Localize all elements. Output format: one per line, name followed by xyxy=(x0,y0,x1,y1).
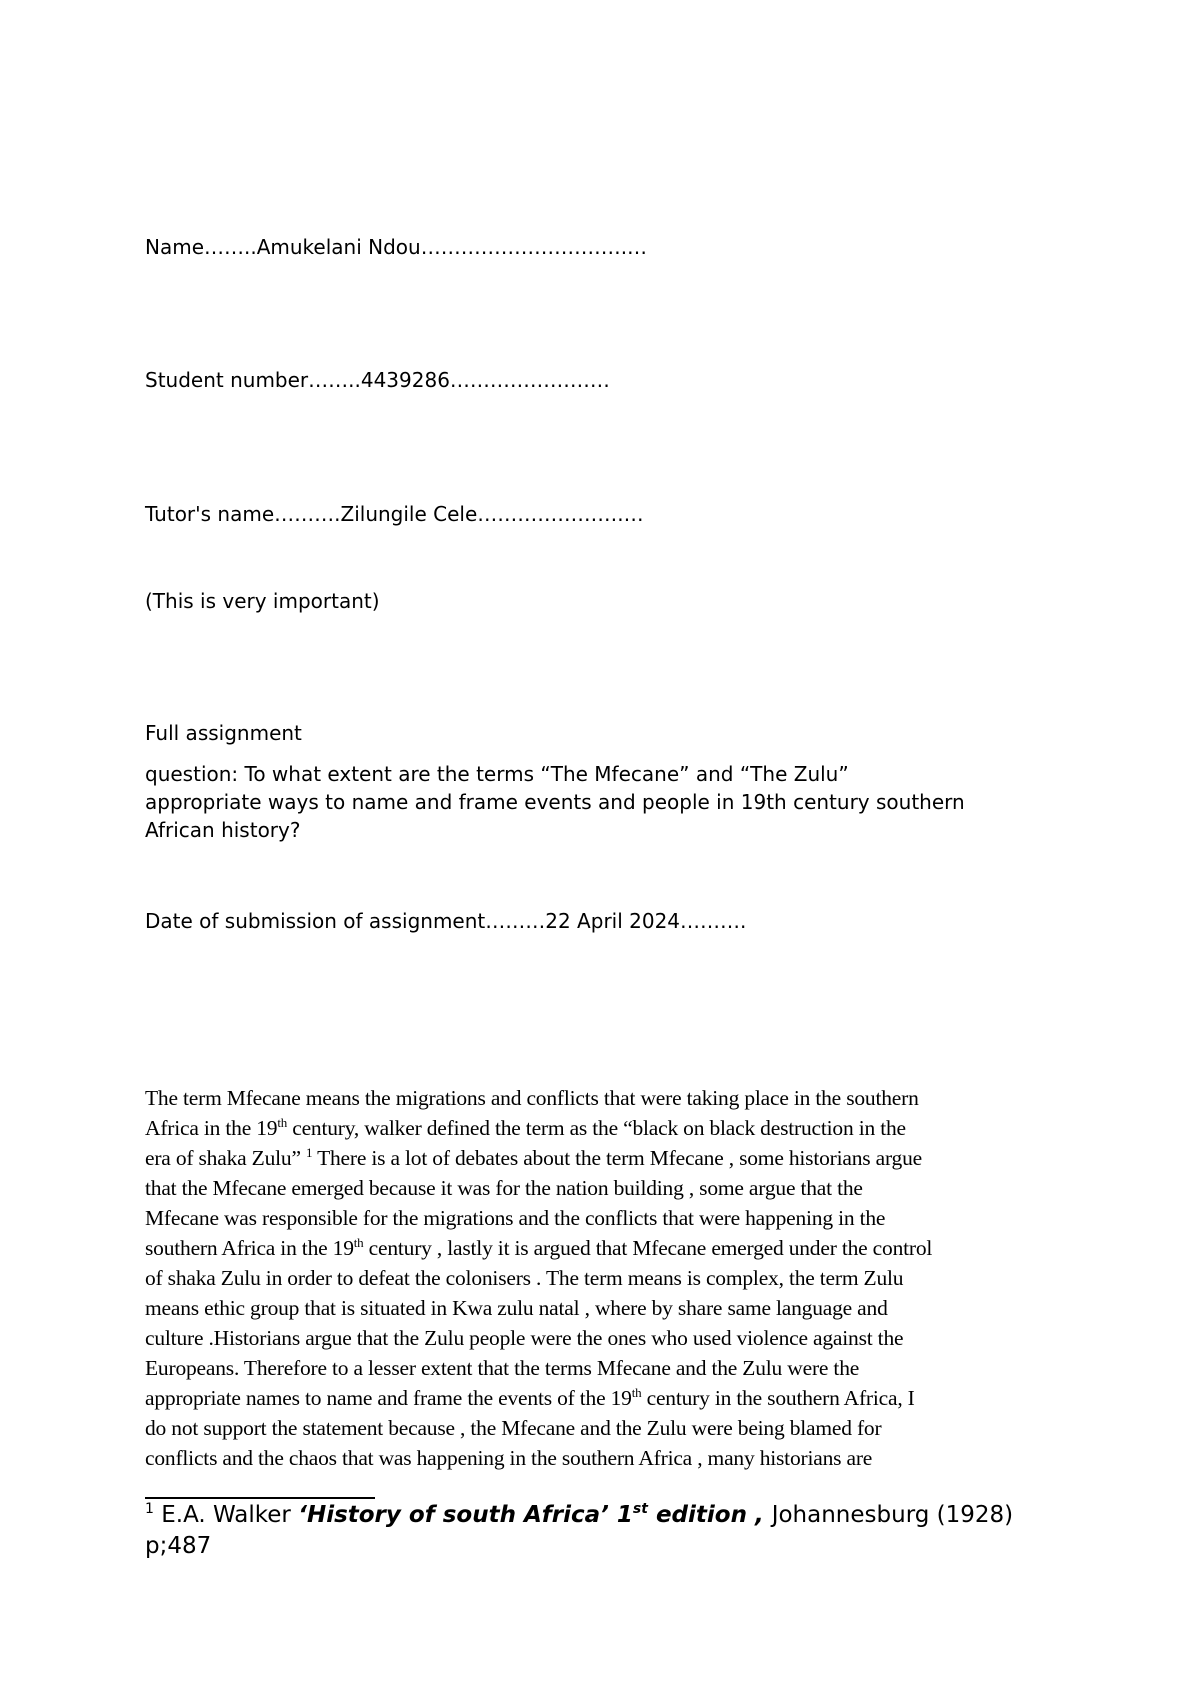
footnote-mark: 1 xyxy=(145,1501,154,1517)
paragraph-line: southern Africa in the 19th century , lastly it is argued that Mfecane emerged under the control xyxy=(145,1235,933,1260)
superscript: th xyxy=(631,1385,642,1400)
paragraph-line: culture .Historians argue that the Zulu people were the ones who used violence against the xyxy=(145,1326,904,1350)
footnote xyxy=(145,1500,1105,1562)
question-line: appropriate ways to name and frame events and people in 19th century southern xyxy=(145,790,965,814)
question-line: question: To what extent are the terms “The Mfecane” and “The Zulu” xyxy=(145,762,849,786)
footnote-title: ‘History of south Africa’ 1st edition , xyxy=(298,1501,772,1528)
paragraph-line: Africa in the 19th century, walker defined the term as the “black on black destruction in the xyxy=(145,1115,906,1140)
paragraph-line: era of shaka Zulu” $^1$ There is a lot of debates about the term Mfecane , some historians argue xyxy=(145,1145,922,1170)
assignment-question xyxy=(145,760,1080,844)
paragraph-line: do not support the statement because , the Mfecane and the Zulu were being blamed for xyxy=(145,1416,882,1440)
footnote-reference: 1 xyxy=(305,1145,313,1160)
important-note: (This is very important) xyxy=(145,589,380,613)
paragraph-line: means ethic group that is situated in Kwa zulu natal , where by share same language and xyxy=(145,1296,888,1320)
paragraph-line: of shaka Zulu in order to defeat the colonisers . The term means is complex, the term Zulu xyxy=(145,1266,904,1290)
footnote-line: $^1$ E.A. Walker ‘History of south Africa’ 1st edition , Johannesburg (1928) xyxy=(145,1501,1014,1528)
tutor-name-line: Tutor's name……….Zilungile Cele………………….… xyxy=(145,502,644,526)
paragraph-line: The term Mfecane means the migrations and conflicts that were taking place in the southern xyxy=(145,1086,919,1110)
essay-paragraph xyxy=(145,1083,1095,1473)
paragraph-line: Mfecane was responsible for the migrations and the conflicts that were happening in the xyxy=(145,1206,886,1230)
footnote-separator xyxy=(145,1497,375,1499)
paragraph-line: that the Mfecane emerged because it was for the nation building , some argue that the xyxy=(145,1176,863,1200)
submission-date-line: Date of submission of assignment………22 April 2024………. xyxy=(145,909,747,933)
footnote-page: p;487 xyxy=(145,1533,212,1559)
paragraph-line: Europeans. Therefore to a lesser extent that the terms Mfecane and the Zulu were the xyxy=(145,1356,860,1380)
student-number-line: Student number……..4439286…………………… xyxy=(145,368,610,392)
superscript: th xyxy=(277,1115,288,1130)
name-line: Name……..Amukelani Ndou………………………….… xyxy=(145,235,648,259)
paragraph-line: conflicts and the chaos that was happening in the southern Africa , many historians are xyxy=(145,1446,873,1470)
superscript: th xyxy=(353,1235,364,1250)
paragraph-line: appropriate names to name and frame the events of the 19th century in the southern Africa, I xyxy=(145,1385,915,1410)
question-line: African history? xyxy=(145,818,301,842)
full-assignment-label: Full assignment xyxy=(145,721,302,745)
